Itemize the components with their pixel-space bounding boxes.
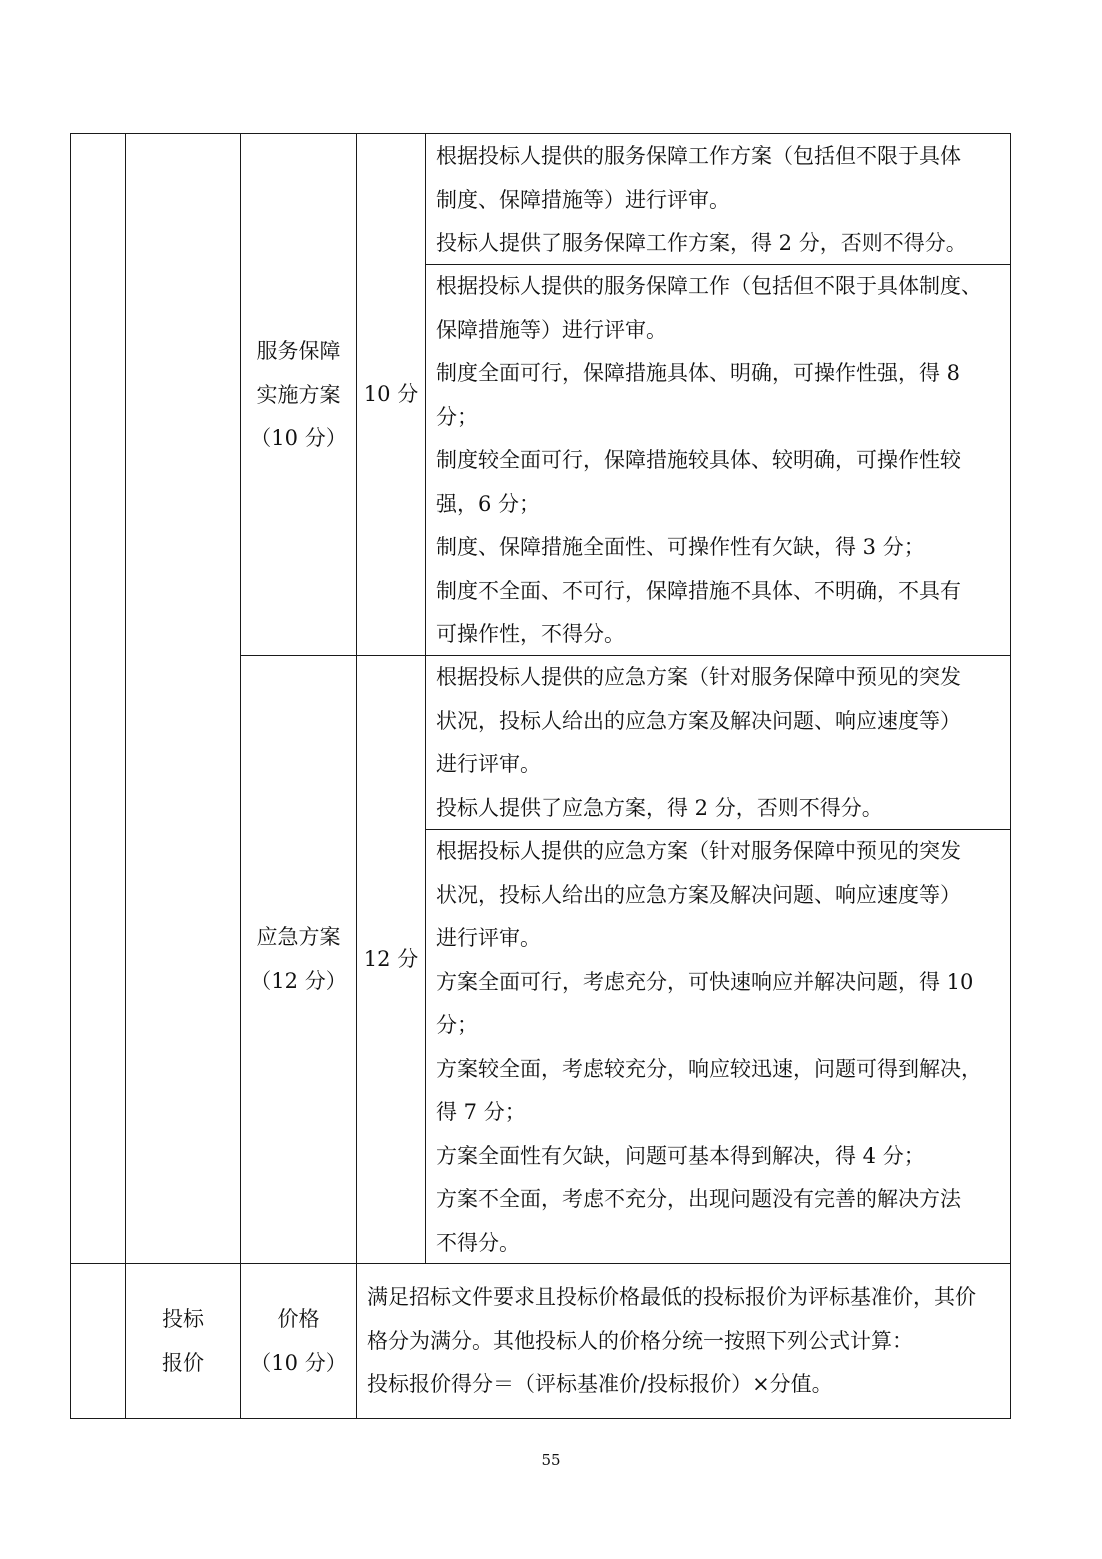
criterion-label: 价格 （10 分） bbox=[250, 1307, 347, 1375]
table-col-rule bbox=[240, 133, 241, 1419]
page-number: 55 bbox=[541, 1451, 561, 1469]
table-col-rule bbox=[125, 133, 126, 1419]
criteria-text-block: 根据投标人提供的服务保障工作（包括但不限于具体制度、 保障措施等）进行评审。 制度全面可行，保障措施具体、明确，可操作性强，得 8 分； 制度较全面可行，保障措施较具体、较明确，可操作性较 强，6 分； 制度、保障措施全面性、可操作性有欠缺，得 3 分； 制度不全面、不可行，保障措施不具体、不明确，不具有 可操作性，不得分。 bbox=[436, 274, 982, 646]
category-label: 投标 报价 bbox=[162, 1307, 204, 1375]
table-border-right bbox=[1010, 133, 1011, 1419]
table-border-bottom bbox=[70, 1418, 1011, 1419]
criteria-text-block: 根据投标人提供的服务保障工作方案（包括但不限于具体 制度、保障措施等）进行评审。 投标人提供了服务保障工作方案，得 2 分，否则不得分。 bbox=[436, 144, 967, 255]
criterion-label: 服务保障 实施方案 （10 分） bbox=[250, 339, 347, 450]
criterion-label: 应急方案 （12 分） bbox=[250, 925, 347, 993]
criteria-text-block: 根据投标人提供的应急方案（针对服务保障中预见的突发 状况，投标人给出的应急方案及解决问题、响应速度等） 进行评审。 投标人提供了应急方案，得 2 分，否则不得分。 bbox=[436, 665, 961, 820]
score-value: 10 分 bbox=[363, 382, 419, 406]
price-formula-text: 满足招标文件要求且投标价格最低的投标报价为评标基准价，其价 格分为满分。其他投标人的价格分统一按照下列公式计算： 投标报价得分＝（评标基准价/投标报价）×分值。 bbox=[367, 1285, 976, 1396]
table-border-top bbox=[70, 133, 1011, 134]
table-border-left bbox=[70, 133, 71, 1419]
table-col-rule bbox=[425, 133, 426, 1264]
criteria-text-block: 根据投标人提供的应急方案（针对服务保障中预见的突发 状况，投标人给出的应急方案及解决问题、响应速度等） 进行评审。 方案全面可行，考虑充分，可快速响应并解决问题，得 10 分； 方案较全面，考虑较充分，响应较迅速，问题可得到解决， 得 7 分； 方案全面性有欠缺，问题可基本得到解决，得 4 分； 方案不全面，考虑不充分，出现问题没有完善的解决方法 不得分。 bbox=[436, 839, 982, 1255]
table-col-rule bbox=[356, 133, 357, 1419]
score-value: 12 分 bbox=[363, 947, 419, 971]
